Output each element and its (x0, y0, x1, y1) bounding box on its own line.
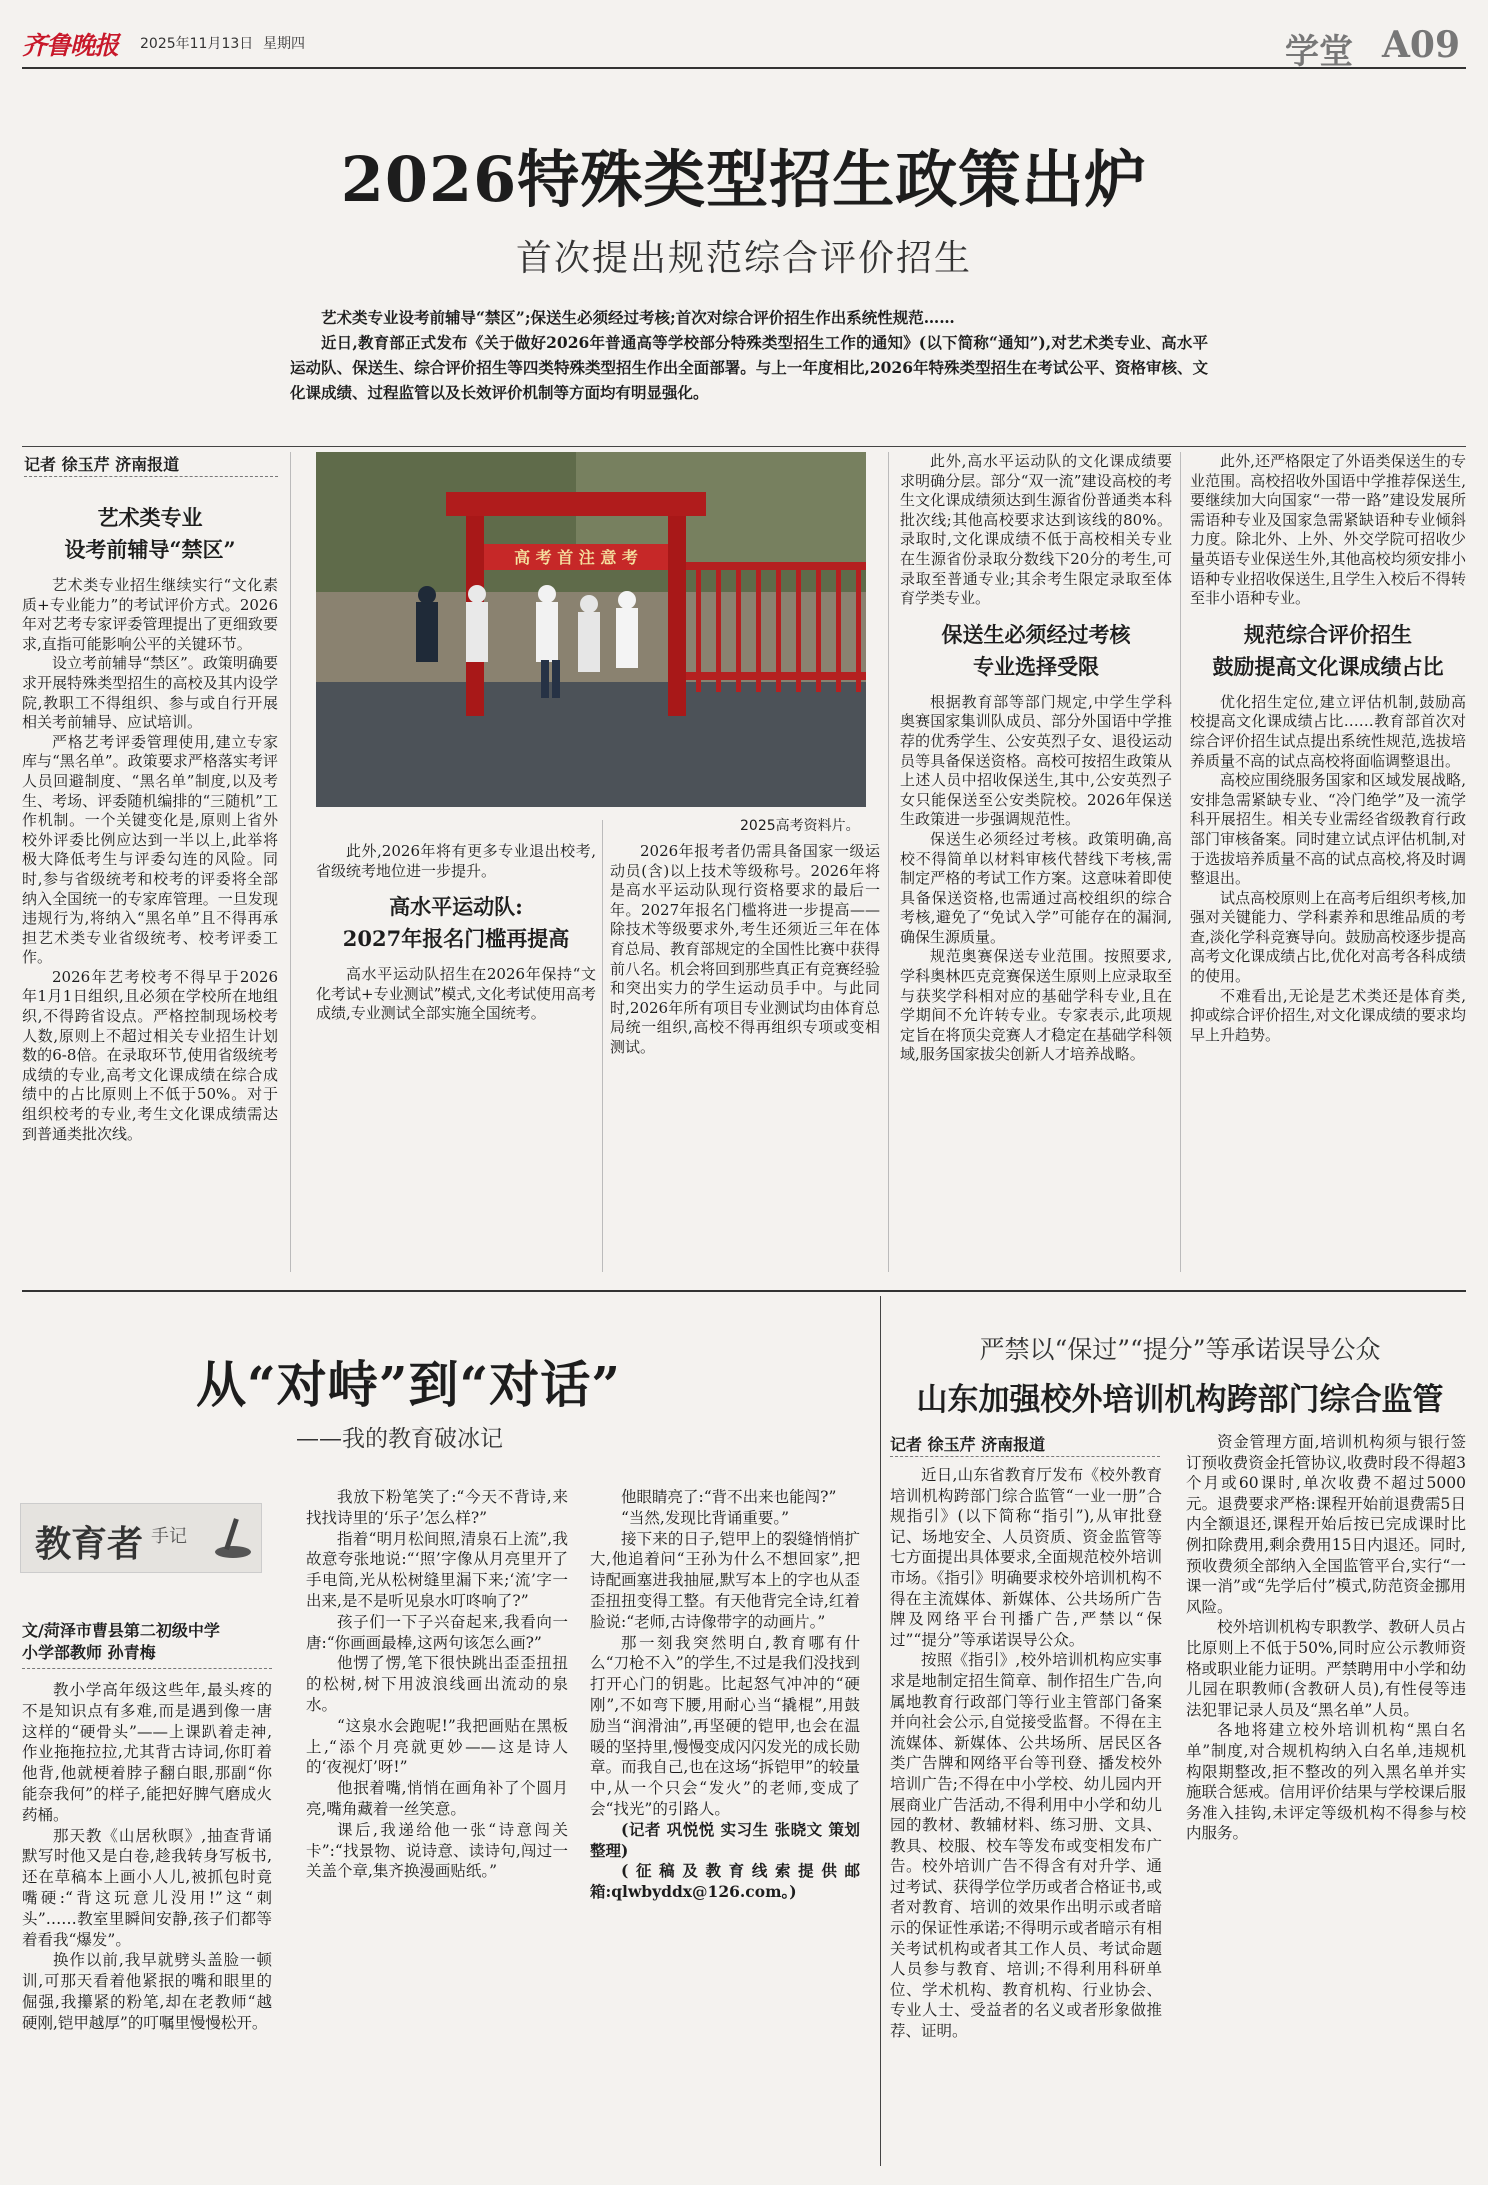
paragraph: 设立考前辅导“禁区”。政策明确要求开展特殊类型招生的高校及其内设学院,教职工不得组织、参与或自行开展相关考前辅导、应试培训。 (22, 654, 278, 732)
paragraph: 艺术类专业招生继续实行“文化素质+专业能力”的考试评价方式。2026年对艺考专家评委管理提出了更细致要求,直指可能影响公平的关键环节。 (22, 576, 278, 653)
column-divider (888, 452, 889, 1272)
column-logo-small: 手记 (151, 1526, 187, 1547)
subheading-art: 艺术类专业 设考前辅导“禁区” (64, 505, 236, 562)
masthead (0, 0, 1488, 72)
paragraph: 他抿着嘴,悄悄在画角补了个圆月亮,嘴角藏着一丝笑意。 (306, 1779, 568, 1818)
photo-illustration (316, 452, 866, 807)
paragraph: 那一刻我突然明白,教育哪有什么“刀枪不入”的学生,不过是我们没找到打开心门的钥匙。比起怒气冲冲的“硬刚”,不如弯下腰,用耐心当“撬棍”,用鼓励当“润滑油”,再坚硬的铠甲,也会在温暖的坚持里,慢慢变成闪闪发光的成长勋章。而我自己,也在这场“拆铠甲”的较量中,从一个只会“发火”的老师,变成了会“找光”的引路人。 (590, 1633, 860, 1818)
news-column-1 (890, 1465, 1162, 2170)
news-kicker: 严禁以“保过”“提分”等承诺误导公众 (979, 1335, 1381, 1364)
paragraph: “这泉水会跑呢!”我把画贴在黑板上,“添个月亮就更妙——这是诗人的‘夜视灯’呀!” (306, 1716, 568, 1777)
section-name: 学堂 (1285, 32, 1353, 72)
subheading-baosong: 保送生必须经过考核 专业选择受限 (941, 621, 1131, 679)
paragraph: 我放下粉笔笑了:“今天不背诗,来找找诗里的‘乐子’怎么样?” (306, 1488, 568, 1527)
essay-column-3 (590, 1487, 860, 2170)
photo-caption: 2025高考资料片。 (740, 818, 860, 834)
paragraph: 保送生必须经过考核。政策明确,高校不得简单以材料审核代替线下考核,需制定严格的考试工作方案。这意味着即使具备保送资格,也需通过高校组织的综合考核,避免了“免试入学”可能存在的漏洞,确保生源质量。 (900, 829, 1172, 946)
paragraph: 接下来的日子,铠甲上的裂缝悄悄扩大,他追着问“王孙为什么不想回家”,把诗配画塞进我抽屉,默写本上的字也从歪歪扭扭变得工整。有天他背完全诗,红着脸说:“老师,古诗像带字的动画片。” (590, 1529, 860, 1631)
essay-column-2 (306, 1487, 568, 2170)
paragraph: 规范奥赛保送专业范围。按照要求,学科奥林匹克竞赛保送生原则上应录取至与获奖学科相对应的基础学科专业,且在学期间不允许转专业。专家表示,此项规定旨在将顶尖竞赛人才稳定在基础学科领域,服务国家拔尖创新人才培养战略。 (900, 947, 1172, 1064)
subheading-comprehensive: 规范综合评价招生 鼓励提高文化课成绩占比 (1212, 621, 1444, 679)
ink-brush-icon (213, 1514, 255, 1562)
column-logo-text: 教育者 (35, 1523, 144, 1565)
author-line-1: 文/菏泽市曹县第二初级中学 (22, 1621, 220, 1640)
paragraph: 此外,2026年将有更多专业退出校考,省级统考地位进一步提升。 (316, 842, 596, 880)
editor-credit: (记者 巩悦悦 实习生 张晓文 策划整理) (590, 1819, 860, 1860)
paragraph: 近日,山东省教育厅发布《校外教育培训机构跨部门综合监管“一业一册”合规指引》(以下简称“指引”),从审批登记、场地安全、人员资质、资金监管等七方面提出具体要求,全面规范校外培训市场。《指引》明确要求校外培训机构不得在主流媒体、新媒体、公共场所广告牌及网络平台刊播广告,严禁以“保过”“提分”等承诺误导公众。 (890, 1466, 1162, 1649)
lead-summary (290, 305, 1208, 405)
column-divider (290, 452, 291, 1272)
paragraph: 他愣了愣,笔下很快跳出歪歪扭扭的松树,树下用波浪线画出流动的泉水。 (306, 1654, 568, 1714)
paragraph: 课后,我递给他一张“诗意闯关卡”:“找景物、说诗意、读诗句,闯过一关盖个章,集齐换漫画贴纸。” (306, 1820, 568, 1881)
paragraph: 此外,还严格限定了外语类保送生的专业范围。高校招收外国语中学推荐保送生,要继续加大向国家“一带一路”建设发展所需语种专业及国家急需紧缺语种专业倾斜力度。除北外、上外、外交学院可招收少量英语专业保送生外,其他高校均须安排小语种专业招收保送生,且学生入校后不得转至非小语种专业。 (1190, 452, 1466, 608)
lead-column-5 (1190, 452, 1466, 1282)
paragraph: 高校应围绕服务国家和区域发展战略,安排急需紧缺专业、“冷门绝学”及一流学科开展招生。相关专业需经省级教育行政部门审核备案。同时建立试点评估机制,对于选拔培养质量不高的试点高校,将及时调整退出。 (1190, 771, 1466, 888)
lead-subhead: 首次提出规范综合评价招生 (515, 238, 972, 279)
news-headline: 山东加强校外培训机构跨部门综合监管 (916, 1382, 1444, 1418)
paragraph: 试点高校原则上在高考后组织考核,加强对关键能力、学科素养和思维品质的考查,淡化学科竞赛导向。鼓励高校逐步提高高考文化课成绩占比,优化对高考各科成绩的使用。 (1190, 888, 1466, 986)
column-divider (602, 820, 603, 1272)
contact-note: (征稿及教育线索提供邮箱:qlwbyddx@126.com。) (590, 1861, 860, 1902)
author-rule (22, 1668, 272, 1669)
lead-column-4 (900, 452, 1172, 1282)
paragraph: 高水平运动队招生在2026年保持“文化考试+专业测试”模式,文化考试使用高考成绩,专业测试全部实施全国统考。 (316, 965, 596, 1023)
news-byline-rule (890, 1456, 1160, 1457)
paragraph: 指着“明月松间照,清泉石上流”,我故意夸张地说:“‘照’字像从月亮里开了手电筒,光从松树缝里漏下来;‘流’字一出来,是不是听见泉水叮咚响了?” (306, 1529, 568, 1610)
paragraph: 此外,高水平运动队的文化课成绩要求明确分层。部分“双一流”建设高校的考生文化课成绩须达到生源省份普通类本科批次线;其他高校要求达到该线的80%。录取时,文化课成绩不低于高校相关专业在生源省份录取分数线下20分的考生,可录取至普通专业;其余考生限定录取至体育学类专业。 (900, 452, 1172, 608)
paragraph: 孩子们一下子兴奋起来,我看向一唐:“你画画最棒,这两句该怎么画?” (306, 1612, 568, 1652)
essay-headline: 从“对峙”到“对话” (196, 1355, 622, 1414)
paragraph: 换作以前,我早就劈头盖脸一顿训,可那天看着他紧抿的嘴和眼里的倔强,我攥紧的粉笔,却在老教师“越硬刚,铠甲越厚”的叮嘱里慢慢松开。 (22, 1951, 272, 2032)
lead-headline: 2026特殊类型招生政策出炉 (340, 143, 1148, 216)
paragraph: 严格艺考评委管理使用,建立专家库与“黑名单”。政策要求严格落实考评人员回避制度、“黑名单”制度,以及考生、考场、评委随机编排的“三随机”工作机制。一个关键变化是,原则上省外校外评委比例应达到一半以上,此举将极大降低考生与评委勾连的风险。同时,参与省级统考和校考的评委将全部纳入全国统一的专家库管理。一旦发现违规行为,将纳入“黑名单”且不得再承担艺术类专业省级统考、校考评委工作。 (22, 732, 278, 967)
lead-column-2 (316, 842, 596, 1282)
paragraph: 校外培训机构专职教学、教研人员占比原则上不低于50%,同时应公示教师资格或职业能力证明。严禁聘用中小学和幼儿园在职教师(含教研人员),有性侵等违法犯罪记录人员及“黑名单”人员。 (1186, 1618, 1466, 1719)
summary-line-1: 艺术类专业设考前辅导“禁区”;保送生必须经过考核;首次对综合评价招生作出系统性规范…… (321, 308, 955, 327)
essay-subhead: ——我的教育破冰记 (296, 1426, 503, 1452)
summary-rule (22, 446, 1466, 447)
section-rule (22, 1290, 1466, 1292)
paragraph: 2026年艺考校考不得早于2026年1月1日组织,且必须在学校所在地组织,不得跨省设点。严格控制现场校考人数,原则上不超过相关专业招生计划数的6-8倍。在录取环节,使用省级统考成绩的专业,高考文化课成绩在综合成绩中的占比原则上不低于50%。对于组织校考的专业,考生文化课成绩需达到普通类批次线。 (22, 967, 278, 1143)
news-byline: 记者 徐玉芹 济南报道 (890, 1435, 1046, 1454)
essay-column-1 (22, 1680, 272, 2170)
paragraph: 根据教育部等部门规定,中学生学科奥赛国家集训队成员、部分外国语中学推荐的优秀学生、公安英烈子女、退役运动员等具备保送资格。高校可按招生政策从上述人员中招收保送生,其中,公安英烈子女只能保送至公安类院校。2026年保送生政策进一步强调规范性。 (900, 692, 1172, 829)
author-line-2: 小学部教师 孙青梅 (22, 1643, 156, 1662)
byline-rule (24, 476, 278, 477)
section-divider (880, 1296, 881, 2166)
column-logo (20, 1503, 262, 1573)
photo-banner-text: 高 考 首 注 意 考 (514, 548, 638, 567)
paragraph: 他眼睛亮了:“背不出来也能闯?” (621, 1488, 837, 1506)
paragraph: 各地将建立校外培训机构“黑白名单”制度,对合规机构纳入白名单,违规机构限期整改,拒不整改的列入黑名单并实施联合惩戒。信用评价结果与学校课后服务准入挂钩,未评定等级机构不得参与校内服务。 (1186, 1721, 1466, 1843)
lead-byline: 记者 徐玉芹 济南报道 (24, 455, 180, 474)
essay-author (22, 1620, 272, 1664)
issue-date: 2025年11月13日 (140, 36, 254, 52)
paragraph: 不难看出,无论是艺术类还是体育类,抑或综合评价招生,对文化课成绩的要求均早上升趋势。 (1190, 986, 1466, 1044)
news-column-2 (1186, 1432, 1466, 2170)
summary-line-2: 近日,教育部正式发布《关于做好2026年普通高等学校部分特殊类型招生工作的通知》(以下简称“通知”),对艺术类专业、高水平运动队、保送生、综合评价招生等四类特殊类型招生作出全面部署。与上一年度相比,2026年特殊类型招生在考试公平、资格审核、文化课成绩、过程监管以及长效评价机制等方面均有明显强化。 (290, 333, 1208, 402)
paper-logo: 齐鲁晚报 (22, 31, 119, 60)
news-photo (316, 452, 866, 807)
paragraph: 教小学高年级这些年,最头疼的不是知识点有多难,而是遇到像一唐这样的“硬骨头”——上课趴着走神,作业拖拖拉拉,尤其背古诗词,你盯着他背,他就梗着脖子翻白眼,那副“你能奈我何”的样子,能把好脾气磨成火药桶。 (22, 1681, 272, 1824)
lead-column-3 (610, 842, 880, 1282)
masthead-rule (22, 67, 1466, 69)
paragraph: 那天教《山居秋暝》,抽查背诵默写时他又是白卷,趁我转身写板书,还在草稿本上画小人儿,被抓包时竟嘴硬:“背这玩意儿没用!”这“刺头”……教室里瞬间安静,孩子们都等着看我“爆发”。 (22, 1826, 272, 1949)
issue-weekday: 星期四 (263, 36, 305, 52)
paragraph: 优化招生定位,建立评估机制,鼓励高校提高文化课成绩占比……教育部首次对综合评价招生试点提出系统性规范,选拔培养质量不高的试点高校将面临调整退出。 (1190, 692, 1466, 770)
subheading-sport: 高水平运动队: 2027年报名门槛再提高 (342, 894, 570, 952)
paragraph: 2026年报考者仍需具备国家一级运动员(含)以上技术等级称号。2026年将是高水平运动队现行资格要求的最后一年。2027年报名门槛将进一步提高——除技术等级要求外,考生还须近三年在体育总局、教育部规定的全国性比赛中获得前八名。机会将回到那些真正有竞赛经验和突出实力的学生运动员手中。与此同时,2026年所有项目专业测试均由体育总局统一组织,高校不得再组织专项或变相测试。 (610, 842, 880, 1056)
paragraph: 按照《指引》,校外培训机构应实事求是地制定招生简章、制作招生广告,向属地教育行政部门等行业主管部门备案并向社会公示,自觉接受监督。不得在主流媒体、新媒体、公共场所、居民区各类广告牌和网络平台等刊登、播发校外培训广告;不得在中小学校、幼儿园内开展商业广告活动,不得利用中小学和幼儿园的教材、教辅材料、练习册、文具、教具、校服、校车等发布或变相发布广告。校外培训广告不得含有对升学、通过考试、获得学位学历或者合格证书,或者对教育、培训的效果作出明示或者暗示的保证性承诺;不得明示或者暗示有相关考试机构或者其工作人员、考试命题人员参与教育、培训;不得利用科研单位、学术机构、教育机构、行业协会、专业人士、受益者的名义或者形象做推荐、证明。 (890, 1651, 1162, 2041)
paragraph: “当然,发现比背诵重要。” (621, 1508, 790, 1527)
paragraph: 资金管理方面,培训机构须与银行签订预收费资金托管协议,收费时段不得超3个月或60课时,单次收费不超过5000元。退费要求严格:课程开始前退费需5日内全额退还,课程开始后按已完成课时比例扣除费用,剩余费用15日内退还。同时,预收费须全部纳入全国监管平台,实行“一课一消”或“先学后付”模式,防范资金挪用风险。 (1186, 1433, 1466, 1616)
lead-column-1 (22, 490, 278, 1280)
page-number: A09 (1382, 24, 1461, 66)
column-divider (1180, 452, 1181, 1272)
